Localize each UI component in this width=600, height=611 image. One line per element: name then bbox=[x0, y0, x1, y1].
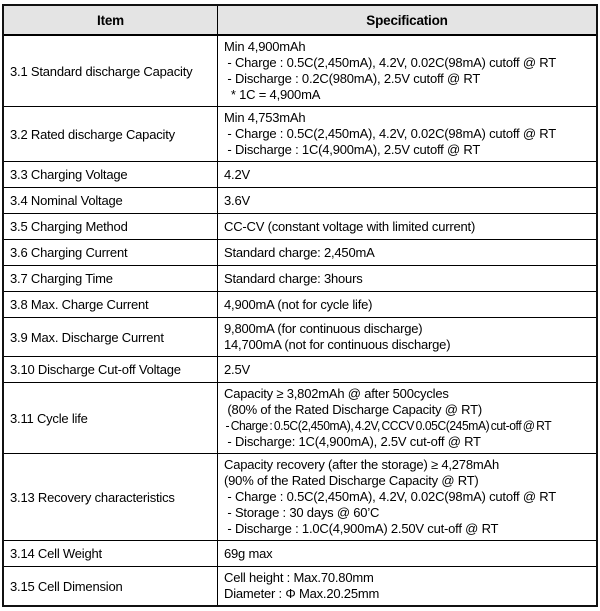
table-row-charging-method bbox=[4, 214, 596, 240]
spec-line: CC-CV (constant voltage with limited current) bbox=[224, 218, 476, 234]
item-cell: 3.2 Rated discharge Capacity bbox=[4, 107, 218, 161]
table-row-charging-voltage bbox=[4, 162, 596, 188]
spec-cell bbox=[218, 240, 596, 265]
spec-line: 2.5V bbox=[224, 361, 250, 377]
item-cell: 3.3 Charging Voltage bbox=[4, 162, 218, 187]
spec-line: - Discharge: 1C(4,900mA), 2.5V cut-off @ RT bbox=[224, 434, 481, 449]
header-specification-cell: Specification bbox=[366, 12, 448, 28]
table-row-nominal-voltage bbox=[4, 188, 596, 214]
table-header-row bbox=[4, 6, 596, 36]
spec-line: Diameter : Φ Max.20.25mm bbox=[224, 586, 380, 601]
item-cell: 3.4 Nominal Voltage bbox=[4, 188, 218, 213]
spec-line: 4.2V bbox=[224, 166, 250, 182]
spec-line: Cell height : Max.70.80mm bbox=[224, 570, 374, 585]
table-row-cell-dimension bbox=[4, 567, 596, 605]
table-row-cell-weight bbox=[4, 541, 596, 567]
spec-line: 69g max bbox=[224, 545, 273, 561]
header-item-cell: Item bbox=[4, 6, 218, 34]
spec-line: 3.6V bbox=[224, 192, 250, 208]
spec-line: - Discharge : 0.2C(980mA), 2.5V cutoff @ RT bbox=[224, 71, 481, 86]
spec-line: 9,800mA (for continuous discharge) bbox=[224, 321, 423, 336]
item-cell: 3.7 Charging Time bbox=[4, 266, 218, 291]
spec-line: - Storage : 30 days @ 60’C bbox=[224, 505, 380, 520]
spec-line: * 1C = 4,900mA bbox=[224, 87, 321, 102]
spec-line: - Charge : 0.5C(2,450mA), 4.2V, 0.02C(98mA) cutoff @ RT bbox=[224, 489, 556, 504]
spec-line: - Charge : 0.5C(2,450mA), 4.2V, 0.02C(98mA) cutoff @ RT bbox=[224, 126, 556, 141]
spec-line: Min 4,900mAh bbox=[224, 39, 306, 54]
spec-line: - Discharge : 1.0C(4,900mA) 2.50V cut-off @ RT bbox=[224, 521, 499, 536]
spec-cell bbox=[218, 107, 596, 161]
spec-line: 4,900mA (not for cycle life) bbox=[224, 296, 373, 312]
spec-line: - Charge : 0.5C(2,450mA), 4.2V, 0.02C(98mA) cutoff @ RT bbox=[224, 55, 556, 70]
item-cell: 3.9 Max. Discharge Current bbox=[4, 318, 218, 356]
item-cell: 3.8 Max. Charge Current bbox=[4, 292, 218, 317]
spec-line: Standard charge: 3hours bbox=[224, 270, 363, 286]
item-cell: 3.14 Cell Weight bbox=[4, 541, 218, 566]
table-row-max-charge-current bbox=[4, 292, 596, 318]
item-cell: 3.6 Charging Current bbox=[4, 240, 218, 265]
spec-line: (90% of the Rated Discharge Capacity @ RT) bbox=[224, 473, 479, 488]
table-row-charging-time bbox=[4, 266, 596, 292]
spec-line: Capacity ≥ 3,802mAh @ after 500cycles bbox=[224, 386, 449, 401]
specification-table bbox=[2, 4, 598, 607]
spec-line: Capacity recovery (after the storage) ≥ 4,278mAh bbox=[224, 457, 499, 472]
item-cell: 3.10 Discharge Cut-off Voltage bbox=[4, 357, 218, 382]
spec-cell bbox=[218, 454, 596, 540]
spec-cell bbox=[218, 36, 596, 106]
spec-line: (80% of the Rated Discharge Capacity @ RT) bbox=[224, 402, 482, 417]
spec-cell bbox=[218, 214, 596, 239]
table-row-recovery-characteristics bbox=[4, 454, 596, 541]
table-row-charging-current bbox=[4, 240, 596, 266]
table-row-cycle-life bbox=[4, 383, 596, 454]
spec-cell bbox=[218, 188, 596, 213]
spec-cell bbox=[218, 357, 596, 382]
item-cell: 3.5 Charging Method bbox=[4, 214, 218, 239]
spec-cell bbox=[218, 266, 596, 291]
item-cell: 3.11 Cycle life bbox=[4, 383, 218, 453]
spec-line: Standard charge: 2,450mA bbox=[224, 244, 375, 260]
table-row-max-discharge-current bbox=[4, 318, 596, 357]
spec-line: 14,700mA (not for continuous discharge) bbox=[224, 337, 451, 352]
spec-cell bbox=[218, 162, 596, 187]
item-cell: 3.1 Standard discharge Capacity bbox=[4, 36, 218, 106]
spec-cell bbox=[218, 318, 596, 356]
table-row-rated-discharge-capacity bbox=[4, 107, 596, 162]
table-row-discharge-cutoff-voltage bbox=[4, 357, 596, 383]
spec-line: Min 4,753mAh bbox=[224, 110, 306, 125]
item-cell: 3.13 Recovery characteristics bbox=[4, 454, 218, 540]
table-row-standard-discharge-capacity bbox=[4, 36, 596, 107]
item-cell: 3.15 Cell Dimension bbox=[4, 567, 218, 605]
spec-cell bbox=[218, 292, 596, 317]
spec-line: - Discharge : 1C(4,900mA), 2.5V cutoff @ RT bbox=[224, 142, 481, 157]
spec-cell bbox=[218, 383, 596, 453]
spec-line: - Charge : 0.5C(2,450mA), 4.2V, CCCV 0.05C(245mA) cut-off @ RT bbox=[224, 418, 552, 433]
spec-cell bbox=[218, 567, 596, 605]
spec-cell bbox=[218, 541, 596, 566]
